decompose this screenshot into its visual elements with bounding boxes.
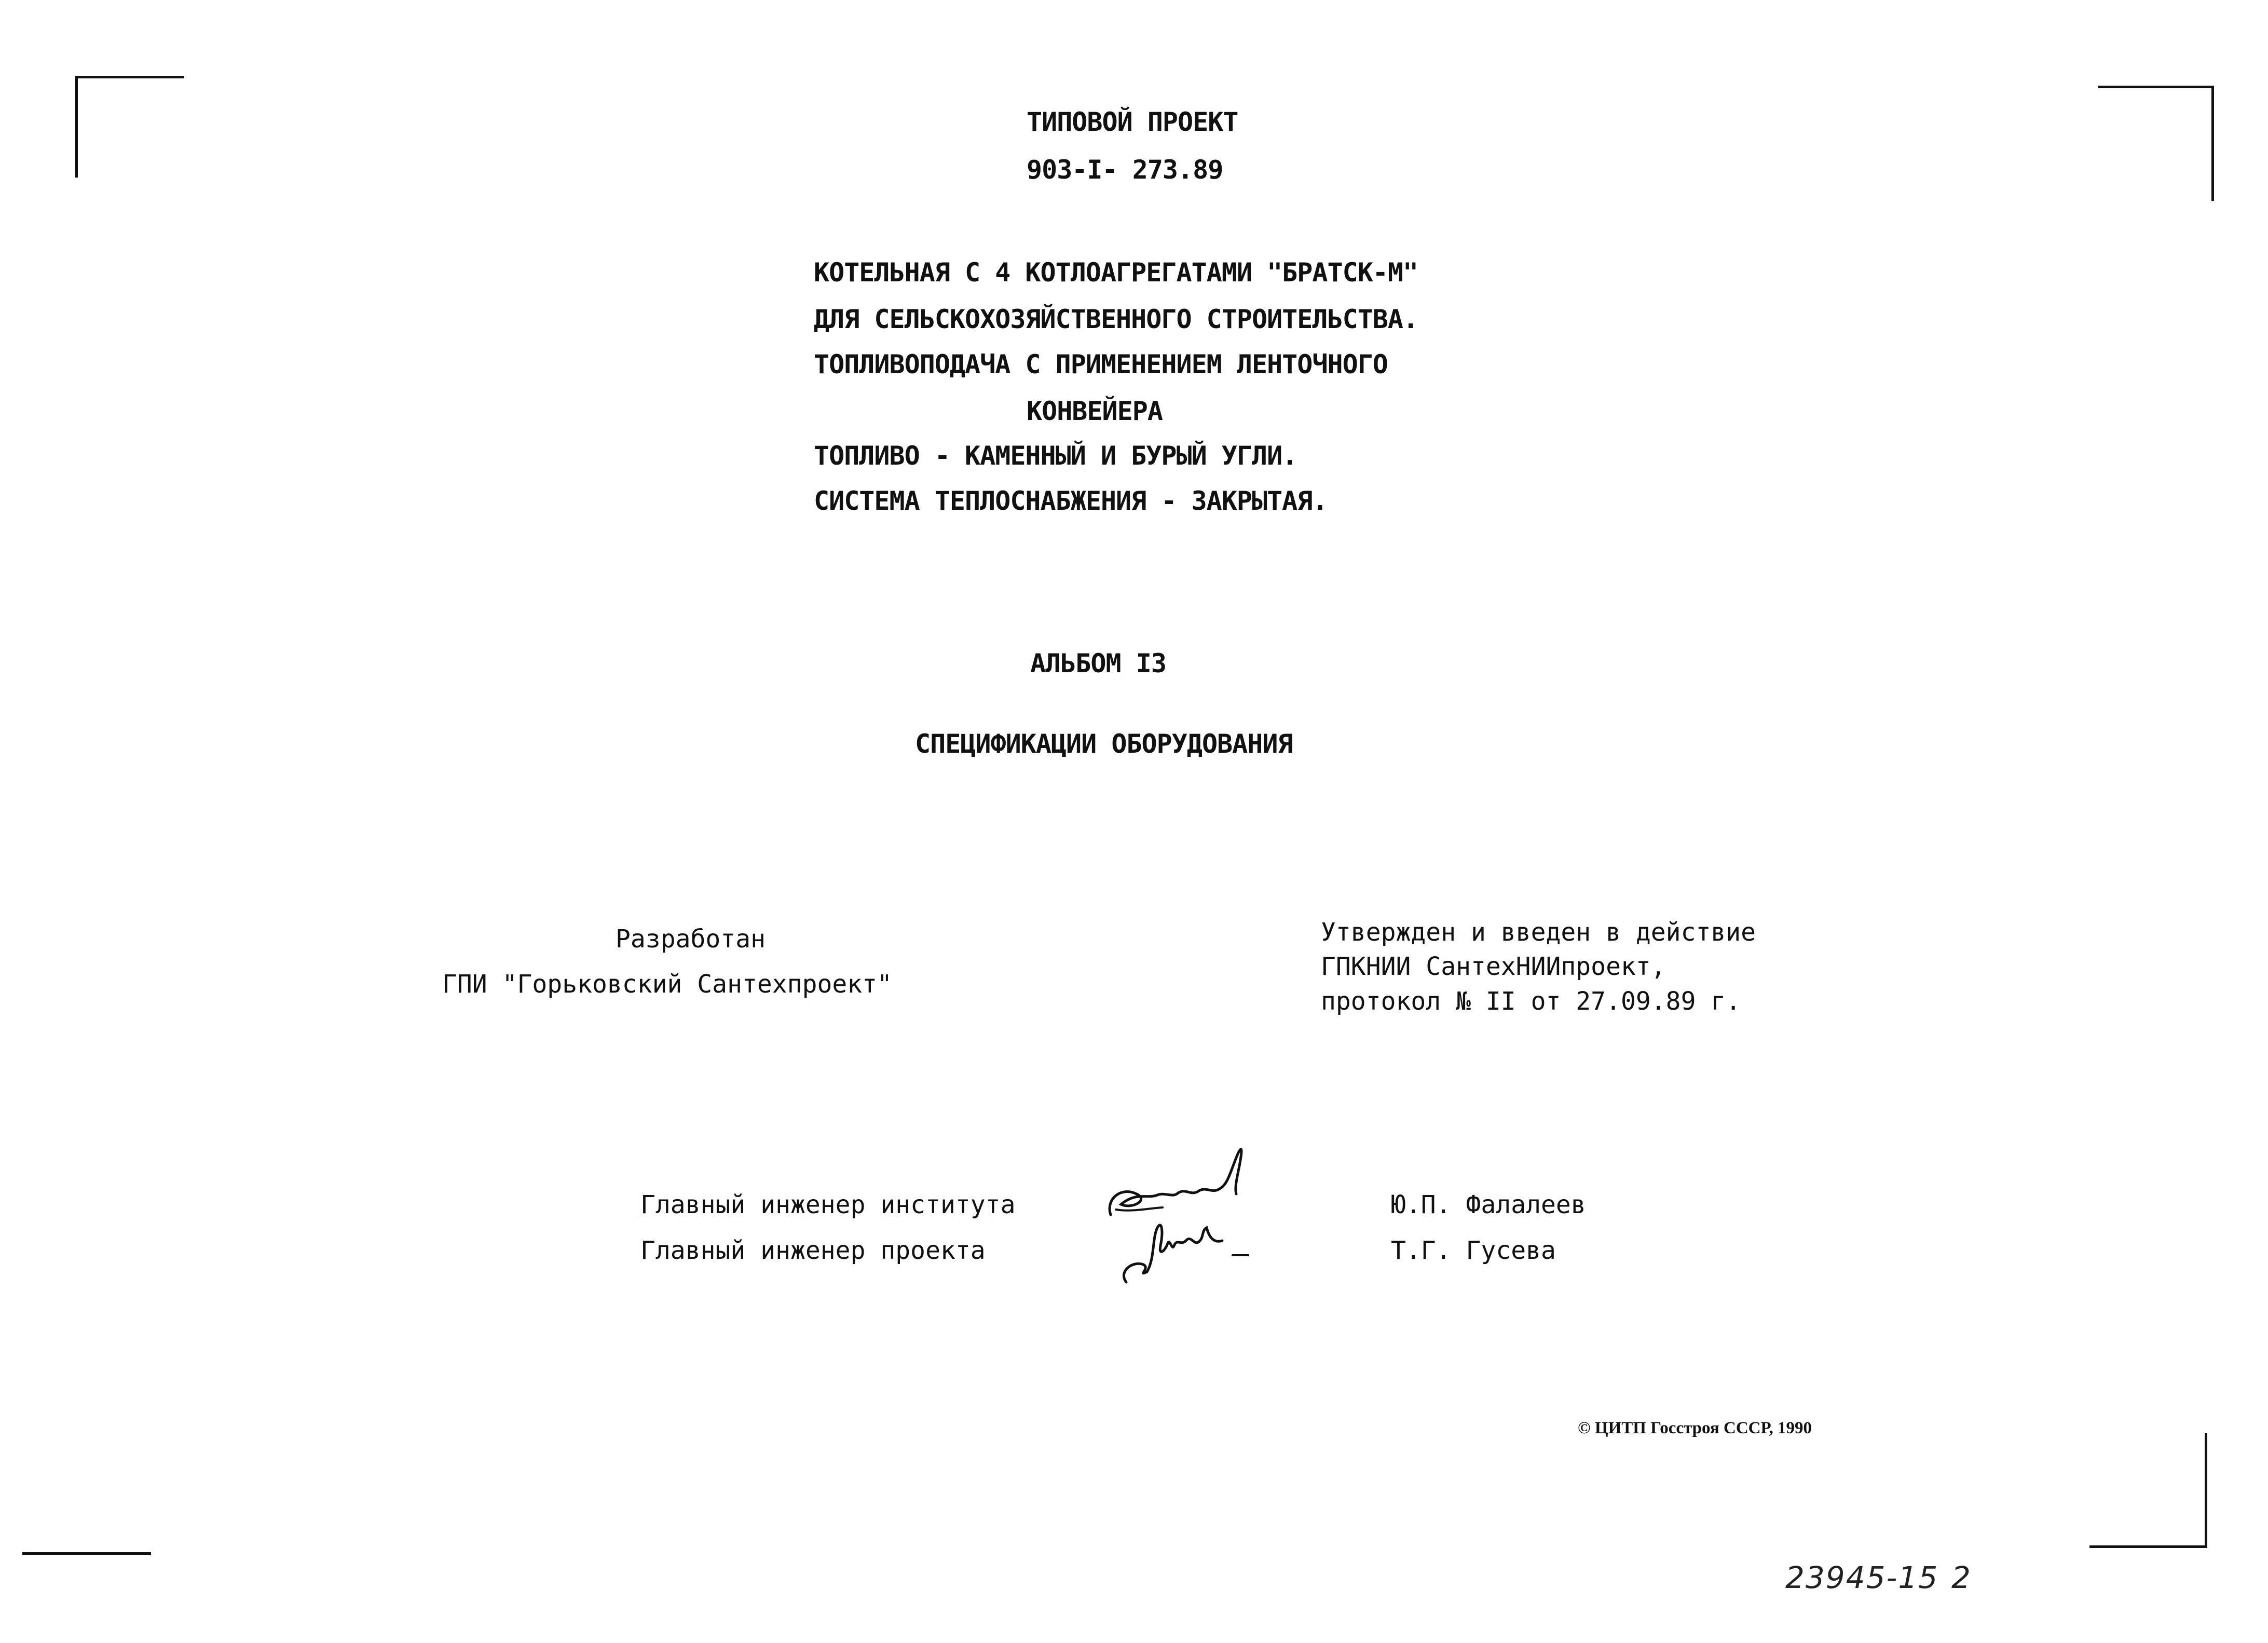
signatory-name-2: Т.Г. Гусева — [1391, 1236, 1556, 1265]
crop-mark-bottom-left-h — [22, 1552, 151, 1555]
copyright: © ЦИТП Госстроя СССР, 1990 — [1578, 1419, 1812, 1437]
approved-line-3: протокол № II от 27.09.89 г. — [1321, 987, 1741, 1016]
crop-mark-bottom-right-h — [2089, 1545, 2207, 1548]
signatory-name-1: Ю.П. Фалалеев — [1391, 1190, 1586, 1219]
title-line-4: КОНВЕЙЕРА — [1027, 396, 1163, 426]
title-line-3: ТОПЛИВОПОДАЧА С ПРИМЕНЕНИЕМ ЛЕНТОЧНОГО — [814, 349, 1388, 379]
crop-mark-top-left-v — [75, 76, 78, 178]
page-number: 2 — [1951, 1560, 1972, 1595]
developed-label: Разработан — [616, 925, 766, 954]
album-title: АЛЬБОМ I3 — [1030, 648, 1166, 678]
signatory-role-2: Главный инженер проекта — [640, 1236, 986, 1265]
approved-line-2: ГПКНИИ СантехНИИпроект, — [1321, 952, 1666, 981]
title-line-5: ТОПЛИВО - КАМЕННЫЙ И БУРЫЙ УГЛИ. — [814, 441, 1297, 471]
title-line-1: КОТЕЛЬНАЯ С 4 КОТЛОАГРЕГАТАМИ "БРАТСК-М" — [814, 257, 1418, 288]
section-title: СПЕЦИФИКАЦИИ ОБОРУДОВАНИЯ — [915, 729, 1293, 759]
title-line-6: СИСТЕМА ТЕПЛОСНАБЖЕНИЯ - ЗАКРЫТАЯ. — [814, 486, 1328, 516]
project-label: ТИПОВОЙ ПРОЕКТ — [1027, 107, 1238, 137]
crop-mark-top-right-v — [2211, 86, 2214, 201]
crop-mark-top-right-h — [2098, 86, 2214, 88]
developed-org: ГПИ "Горьковский Сантехпроект" — [442, 970, 892, 999]
title-line-2: ДЛЯ СЕЛЬСКОХОЗЯЙСТВЕННОГО СТРОИТЕЛЬСТВА. — [814, 304, 1418, 334]
signatory-role-1: Главный инженер института — [640, 1190, 1016, 1219]
crop-mark-top-left-h — [75, 76, 184, 78]
crop-mark-bottom-right-v — [2205, 1433, 2207, 1548]
project-number: 903-I- 273.89 — [1027, 155, 1223, 185]
signature-2 — [1116, 1215, 1261, 1293]
approved-line-1: Утвержден и введен в действие — [1321, 918, 1756, 947]
inventory-number: 23945-15 — [1785, 1560, 1939, 1595]
